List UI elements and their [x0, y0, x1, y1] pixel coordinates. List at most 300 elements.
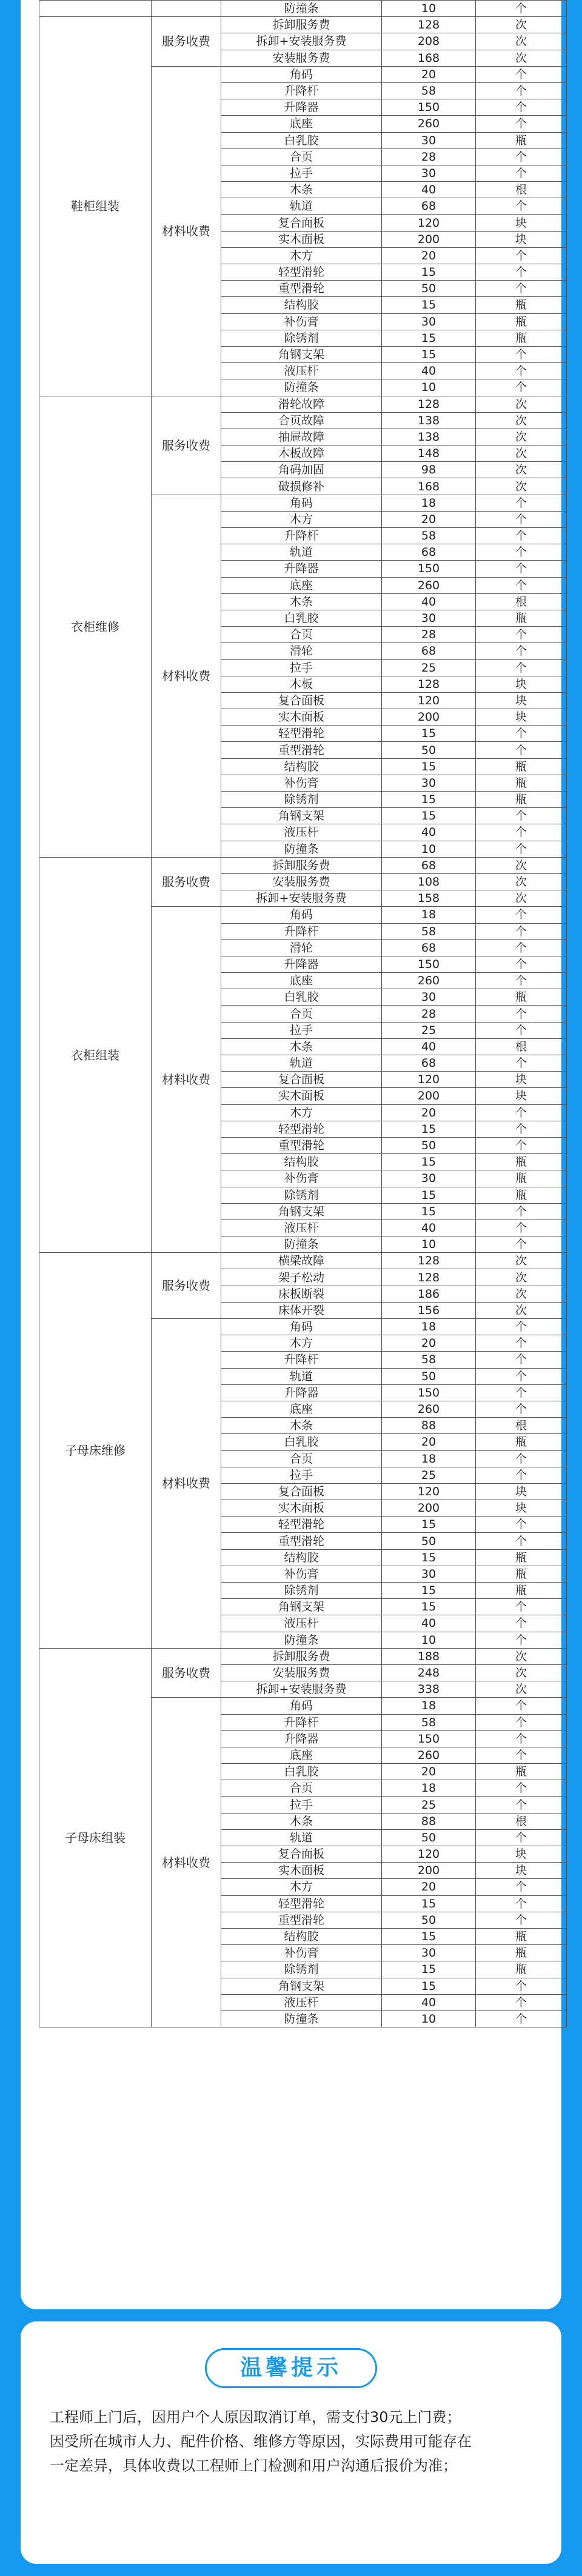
- category-cell: 衣柜组装: [39, 857, 152, 1253]
- notice-line: 工程师上门后，因用户个人原因取消订单，需支付30元上门费；: [50, 2409, 461, 2426]
- item-name-cell: 除锈剂: [221, 1961, 382, 1978]
- price-cell: 40: [382, 182, 476, 198]
- table-row: [39, 1, 567, 17]
- price-cell: 68: [382, 544, 476, 561]
- unit-cell: 瓶: [476, 1170, 567, 1187]
- item-name-cell: 角钢支架: [221, 1203, 382, 1220]
- unit-cell: 块: [476, 1863, 567, 1879]
- item-name-cell: 补伤膏: [221, 313, 382, 330]
- notice-line: 因受所在城市人力、配件价格、维修方等原因，实际费用可能存在: [50, 2433, 472, 2450]
- fee-type-cell: 材料收费: [152, 66, 221, 396]
- item-name-cell: 白乳胶: [221, 1434, 382, 1450]
- category-cell: 衣柜维修: [39, 396, 152, 857]
- price-cell: 120: [382, 1072, 476, 1088]
- item-name-cell: 合页故障: [221, 412, 382, 429]
- price-cell: 68: [382, 1055, 476, 1072]
- item-name-cell: 防撞条: [221, 1632, 382, 1648]
- price-cell: 200: [382, 1500, 476, 1517]
- unit-cell: 个: [476, 1055, 567, 1072]
- item-name-cell: 液压杆: [221, 1220, 382, 1236]
- unit-cell: 块: [476, 1846, 567, 1863]
- item-name-cell: 结构胶: [221, 1549, 382, 1566]
- price-cell: 58: [382, 1352, 476, 1368]
- price-cell: 200: [382, 709, 476, 726]
- unit-cell: 个: [476, 742, 567, 758]
- price-cell: 260: [382, 1401, 476, 1417]
- unit-cell: 根: [476, 1418, 567, 1434]
- price-cell: 188: [382, 1648, 476, 1664]
- price-cell: 108: [382, 873, 476, 890]
- unit-cell: 个: [476, 511, 567, 527]
- price-cell: 128: [382, 17, 476, 33]
- price-cell: 20: [382, 1434, 476, 1450]
- unit-cell: 个: [476, 1352, 567, 1368]
- item-name-cell: 床体开裂: [221, 1302, 382, 1318]
- item-name-cell: 补伤膏: [221, 1945, 382, 1961]
- price-table-body: [39, 1, 567, 2027]
- unit-cell: 瓶: [476, 1566, 567, 1582]
- price-cell: 25: [382, 1797, 476, 1813]
- item-name-cell: 木板故障: [221, 445, 382, 462]
- item-name-cell: 补伤膏: [221, 1566, 382, 1582]
- unit-cell: 个: [476, 1335, 567, 1352]
- item-name-cell: 拉手: [221, 1797, 382, 1813]
- price-cell: 158: [382, 890, 476, 907]
- unit-cell: 块: [476, 215, 567, 231]
- unit-cell: 次: [476, 1664, 567, 1681]
- price-cell: 30: [382, 775, 476, 791]
- unit-cell: 瓶: [476, 989, 567, 1006]
- unit-cell: 个: [476, 1450, 567, 1467]
- price-cell: 138: [382, 429, 476, 445]
- item-name-cell: 合页: [221, 1780, 382, 1797]
- price-cell: 20: [382, 1104, 476, 1121]
- item-name-cell: 结构胶: [221, 297, 382, 313]
- unit-cell: 个: [476, 726, 567, 742]
- item-name-cell: 补伤膏: [221, 1170, 382, 1187]
- category-cell: [39, 1, 152, 17]
- item-name-cell: 轻型滑轮: [221, 1895, 382, 1912]
- item-name-cell: 轨道: [221, 1368, 382, 1384]
- item-name-cell: 实木面板: [221, 1088, 382, 1104]
- unit-cell: 瓶: [476, 610, 567, 626]
- unit-cell: 个: [476, 528, 567, 544]
- unit-cell: 根: [476, 593, 567, 610]
- item-name-cell: 木条: [221, 182, 382, 198]
- item-name-cell: 结构胶: [221, 1928, 382, 1944]
- item-name-cell: 复合面板: [221, 1846, 382, 1863]
- price-cell: 25: [382, 1467, 476, 1483]
- price-cell: 15: [382, 792, 476, 808]
- item-name-cell: 拆卸+安装服务费: [221, 890, 382, 907]
- price-cell: 20: [382, 511, 476, 527]
- unit-cell: 个: [476, 1533, 567, 1549]
- item-name-cell: 防撞条: [221, 1, 382, 17]
- item-name-cell: 升降器: [221, 956, 382, 972]
- price-cell: 15: [382, 1928, 476, 1944]
- item-name-cell: 升降器: [221, 99, 382, 116]
- fee-type-cell: 材料收费: [152, 1319, 221, 1649]
- unit-cell: 个: [476, 1137, 567, 1153]
- price-cell: 30: [382, 132, 476, 148]
- category-cell: 鞋柜组装: [39, 17, 152, 396]
- item-name-cell: 拉手: [221, 165, 382, 181]
- item-name-cell: 木方: [221, 1104, 382, 1121]
- fee-type-cell: 服务收费: [152, 1648, 221, 1698]
- unit-cell: 次: [476, 1253, 567, 1269]
- unit-cell: 个: [476, 82, 567, 99]
- item-name-cell: 角钢支架: [221, 808, 382, 824]
- fee-type-cell: 服务收费: [152, 17, 221, 67]
- unit-cell: 瓶: [476, 1434, 567, 1450]
- item-name-cell: 安装服务费: [221, 873, 382, 890]
- unit-cell: 个: [476, 1730, 567, 1747]
- unit-cell: 个: [476, 1599, 567, 1615]
- item-name-cell: 角码: [221, 907, 382, 923]
- unit-cell: 次: [476, 445, 567, 462]
- item-name-cell: 除锈剂: [221, 1583, 382, 1599]
- price-cell: 248: [382, 1664, 476, 1681]
- unit-cell: 个: [476, 495, 567, 511]
- price-cell: 15: [382, 330, 476, 346]
- price-cell: 150: [382, 956, 476, 972]
- price-cell: 20: [382, 66, 476, 82]
- unit-cell: 瓶: [476, 1154, 567, 1170]
- price-cell: 50: [382, 1533, 476, 1549]
- unit-cell: 次: [476, 50, 567, 66]
- item-name-cell: 防撞条: [221, 2010, 382, 2027]
- price-cell: 260: [382, 577, 476, 593]
- item-name-cell: 升降杆: [221, 1352, 382, 1368]
- price-cell: 260: [382, 973, 476, 989]
- item-name-cell: 升降杆: [221, 528, 382, 544]
- item-name-cell: 重型滑轮: [221, 742, 382, 758]
- item-name-cell: 角码: [221, 495, 382, 511]
- price-cell: 30: [382, 610, 476, 626]
- category-cell: 子母床维修: [39, 1253, 152, 1649]
- price-cell: 15: [382, 758, 476, 775]
- unit-cell: 瓶: [476, 792, 567, 808]
- unit-cell: 个: [476, 281, 567, 297]
- fee-type-cell: 服务收费: [152, 1253, 221, 1319]
- unit-cell: 个: [476, 1978, 567, 1994]
- price-cell: 20: [382, 247, 476, 264]
- item-name-cell: 角码: [221, 66, 382, 82]
- unit-cell: 个: [476, 1912, 567, 1928]
- unit-cell: 个: [476, 907, 567, 923]
- item-name-cell: 白乳胶: [221, 989, 382, 1006]
- item-name-cell: 复合面板: [221, 215, 382, 231]
- price-cell: 25: [382, 659, 476, 676]
- unit-cell: 个: [476, 1319, 567, 1335]
- price-cell: 30: [382, 1945, 476, 1961]
- item-name-cell: 轨道: [221, 544, 382, 561]
- item-name-cell: 合页: [221, 627, 382, 643]
- unit-cell: 个: [476, 1467, 567, 1483]
- price-cell: 200: [382, 231, 476, 247]
- price-cell: 20: [382, 1879, 476, 1895]
- unit-cell: 瓶: [476, 1187, 567, 1203]
- unit-cell: 个: [476, 841, 567, 857]
- item-name-cell: 液压杆: [221, 1615, 382, 1632]
- item-name-cell: 重型滑轮: [221, 1137, 382, 1153]
- price-cell: 40: [382, 1038, 476, 1055]
- price-cell: 15: [382, 1583, 476, 1599]
- unit-cell: 个: [476, 1121, 567, 1137]
- unit-cell: 个: [476, 1747, 567, 1763]
- price-cell: 98: [382, 462, 476, 478]
- item-name-cell: 实木面板: [221, 231, 382, 247]
- item-name-cell: 拉手: [221, 1467, 382, 1483]
- unit-cell: 根: [476, 1813, 567, 1829]
- item-name-cell: 重型滑轮: [221, 1533, 382, 1549]
- item-name-cell: 滑轮: [221, 939, 382, 956]
- item-name-cell: 复合面板: [221, 1483, 382, 1500]
- unit-cell: 个: [476, 1384, 567, 1401]
- price-cell: 18: [382, 1319, 476, 1335]
- item-name-cell: 轨道: [221, 198, 382, 215]
- price-cell: 128: [382, 1269, 476, 1286]
- unit-cell: 瓶: [476, 297, 567, 313]
- item-name-cell: 白乳胶: [221, 132, 382, 148]
- item-name-cell: 防撞条: [221, 1236, 382, 1253]
- unit-cell: 个: [476, 577, 567, 593]
- item-name-cell: 架子松动: [221, 1269, 382, 1286]
- item-name-cell: 实木面板: [221, 1500, 382, 1517]
- price-cell: 15: [382, 1961, 476, 1978]
- price-cell: 50: [382, 1912, 476, 1928]
- price-cell: 18: [382, 1450, 476, 1467]
- unit-cell: 次: [476, 17, 567, 33]
- item-name-cell: 重型滑轮: [221, 281, 382, 297]
- fee-type-cell: 材料收费: [152, 495, 221, 857]
- item-name-cell: 升降杆: [221, 82, 382, 99]
- unit-cell: 瓶: [476, 1945, 567, 1961]
- item-name-cell: 底座: [221, 973, 382, 989]
- item-name-cell: 木条: [221, 593, 382, 610]
- item-name-cell: 安装服务费: [221, 1664, 382, 1681]
- item-name-cell: 木条: [221, 1038, 382, 1055]
- item-name-cell: 角钢支架: [221, 1599, 382, 1615]
- table-row: [39, 857, 567, 873]
- unit-cell: 次: [476, 462, 567, 478]
- unit-cell: 瓶: [476, 132, 567, 148]
- item-name-cell: 角码: [221, 1319, 382, 1335]
- unit-cell: 个: [476, 1698, 567, 1714]
- item-name-cell: 拆卸+安装服务费: [221, 1681, 382, 1698]
- unit-cell: 次: [476, 1302, 567, 1318]
- item-name-cell: 液压杆: [221, 1994, 382, 2010]
- unit-cell: 次: [476, 478, 567, 495]
- unit-cell: 瓶: [476, 758, 567, 775]
- item-name-cell: 床板断裂: [221, 1286, 382, 1302]
- price-cell: 15: [382, 297, 476, 313]
- price-cell: 15: [382, 1599, 476, 1615]
- item-name-cell: 升降器: [221, 1730, 382, 1747]
- price-cell: 20: [382, 1335, 476, 1352]
- price-cell: 58: [382, 923, 476, 939]
- price-cell: 120: [382, 692, 476, 709]
- unit-cell: 块: [476, 709, 567, 726]
- fee-type-cell: 服务收费: [152, 396, 221, 495]
- item-name-cell: 液压杆: [221, 363, 382, 379]
- item-name-cell: 木条: [221, 1813, 382, 1829]
- price-cell: 15: [382, 1895, 476, 1912]
- table-row: [39, 1253, 567, 1269]
- unit-cell: 次: [476, 1286, 567, 1302]
- unit-cell: 块: [476, 1072, 567, 1088]
- item-name-cell: 合页: [221, 1006, 382, 1022]
- unit-cell: 个: [476, 363, 567, 379]
- item-name-cell: 拉手: [221, 1022, 382, 1038]
- price-cell: 40: [382, 824, 476, 841]
- price-cell: 10: [382, 1236, 476, 1253]
- price-table: [39, 0, 567, 2027]
- item-name-cell: 白乳胶: [221, 1764, 382, 1780]
- unit-cell: 个: [476, 808, 567, 824]
- price-cell: 15: [382, 1549, 476, 1566]
- price-cell: 150: [382, 1384, 476, 1401]
- unit-cell: 个: [476, 1104, 567, 1121]
- unit-cell: 次: [476, 412, 567, 429]
- item-name-cell: 复合面板: [221, 692, 382, 709]
- price-cell: 18: [382, 495, 476, 511]
- price-cell: 200: [382, 1088, 476, 1104]
- item-name-cell: 升降器: [221, 561, 382, 577]
- unit-cell: 个: [476, 1, 567, 17]
- unit-cell: 个: [476, 1879, 567, 1895]
- price-cell: 10: [382, 841, 476, 857]
- unit-cell: 个: [476, 66, 567, 82]
- unit-cell: 次: [476, 396, 567, 412]
- item-name-cell: 木条: [221, 1418, 382, 1434]
- item-name-cell: 液压杆: [221, 824, 382, 841]
- price-cell: 15: [382, 1154, 476, 1170]
- unit-cell: 个: [476, 165, 567, 181]
- unit-cell: 个: [476, 1006, 567, 1022]
- item-name-cell: 复合面板: [221, 1072, 382, 1088]
- price-cell: 30: [382, 1566, 476, 1582]
- unit-cell: 个: [476, 1780, 567, 1797]
- unit-cell: 个: [476, 198, 567, 215]
- item-name-cell: 轻型滑轮: [221, 1121, 382, 1137]
- price-cell: 15: [382, 1121, 476, 1137]
- item-name-cell: 木方: [221, 1335, 382, 1352]
- price-cell: 138: [382, 412, 476, 429]
- item-name-cell: 底座: [221, 116, 382, 132]
- item-name-cell: 实木面板: [221, 709, 382, 726]
- price-cell: 68: [382, 643, 476, 659]
- notice-line: 一定差异，具体收费以工程师上门检测和用户沟通后报价为准；: [50, 2457, 457, 2474]
- table-row: [39, 1648, 567, 1664]
- unit-cell: 个: [476, 1615, 567, 1632]
- unit-cell: 个: [476, 264, 567, 281]
- item-name-cell: 除锈剂: [221, 330, 382, 346]
- price-cell: 128: [382, 1253, 476, 1269]
- item-name-cell: 拆卸+安装服务费: [221, 33, 382, 50]
- unit-cell: 个: [476, 1203, 567, 1220]
- price-cell: 15: [382, 346, 476, 362]
- price-cell: 18: [382, 907, 476, 923]
- item-name-cell: 拆卸服务费: [221, 857, 382, 873]
- item-name-cell: 角钢支架: [221, 1978, 382, 1994]
- unit-cell: 次: [476, 33, 567, 50]
- price-cell: 128: [382, 396, 476, 412]
- price-cell: 58: [382, 528, 476, 544]
- unit-cell: 根: [476, 1038, 567, 1055]
- unit-cell: 个: [476, 939, 567, 956]
- item-name-cell: 结构胶: [221, 758, 382, 775]
- unit-cell: 块: [476, 676, 567, 692]
- unit-cell: 个: [476, 1895, 567, 1912]
- price-cell: 148: [382, 445, 476, 462]
- unit-cell: 个: [476, 2010, 567, 2027]
- price-cell: 15: [382, 1203, 476, 1220]
- unit-cell: 个: [476, 379, 567, 396]
- unit-cell: 瓶: [476, 313, 567, 330]
- price-cell: 15: [382, 726, 476, 742]
- price-cell: 260: [382, 1747, 476, 1763]
- unit-cell: 个: [476, 643, 567, 659]
- price-cell: 58: [382, 82, 476, 99]
- fee-type-cell: [152, 1, 221, 17]
- price-cell: 40: [382, 363, 476, 379]
- item-name-cell: 角码: [221, 1698, 382, 1714]
- price-cell: 120: [382, 1483, 476, 1500]
- price-cell: 28: [382, 148, 476, 165]
- unit-cell: 次: [476, 1681, 567, 1698]
- item-name-cell: 拆卸服务费: [221, 17, 382, 33]
- price-cell: 40: [382, 593, 476, 610]
- notice-title: 温馨提示: [205, 2348, 377, 2388]
- unit-cell: 个: [476, 973, 567, 989]
- item-name-cell: 角码加固: [221, 462, 382, 478]
- unit-cell: 次: [476, 890, 567, 907]
- unit-cell: 个: [476, 1368, 567, 1384]
- unit-cell: 个: [476, 561, 567, 577]
- item-name-cell: 除锈剂: [221, 1187, 382, 1203]
- unit-cell: 瓶: [476, 1583, 567, 1599]
- item-name-cell: 木方: [221, 247, 382, 264]
- unit-cell: 块: [476, 1088, 567, 1104]
- price-cell: 15: [382, 1517, 476, 1533]
- item-name-cell: 拉手: [221, 659, 382, 676]
- price-cell: 15: [382, 808, 476, 824]
- price-cell: 50: [382, 1368, 476, 1384]
- unit-cell: 瓶: [476, 1928, 567, 1944]
- unit-cell: 块: [476, 1483, 567, 1500]
- price-cell: 15: [382, 264, 476, 281]
- unit-cell: 个: [476, 1220, 567, 1236]
- unit-cell: 块: [476, 692, 567, 709]
- price-cell: 200: [382, 1863, 476, 1879]
- unit-cell: 个: [476, 1714, 567, 1730]
- item-name-cell: 拆卸服务费: [221, 1648, 382, 1664]
- price-cell: 120: [382, 215, 476, 231]
- price-cell: 168: [382, 50, 476, 66]
- price-cell: 25: [382, 1022, 476, 1038]
- price-cell: 208: [382, 33, 476, 50]
- price-cell: 338: [382, 1681, 476, 1698]
- price-cell: 88: [382, 1813, 476, 1829]
- unit-cell: 个: [476, 1632, 567, 1648]
- table-row: [39, 396, 567, 412]
- unit-cell: 瓶: [476, 1549, 567, 1566]
- item-name-cell: 木方: [221, 511, 382, 527]
- item-name-cell: 轨道: [221, 1829, 382, 1846]
- price-cell: 15: [382, 1978, 476, 1994]
- item-name-cell: 升降杆: [221, 1714, 382, 1730]
